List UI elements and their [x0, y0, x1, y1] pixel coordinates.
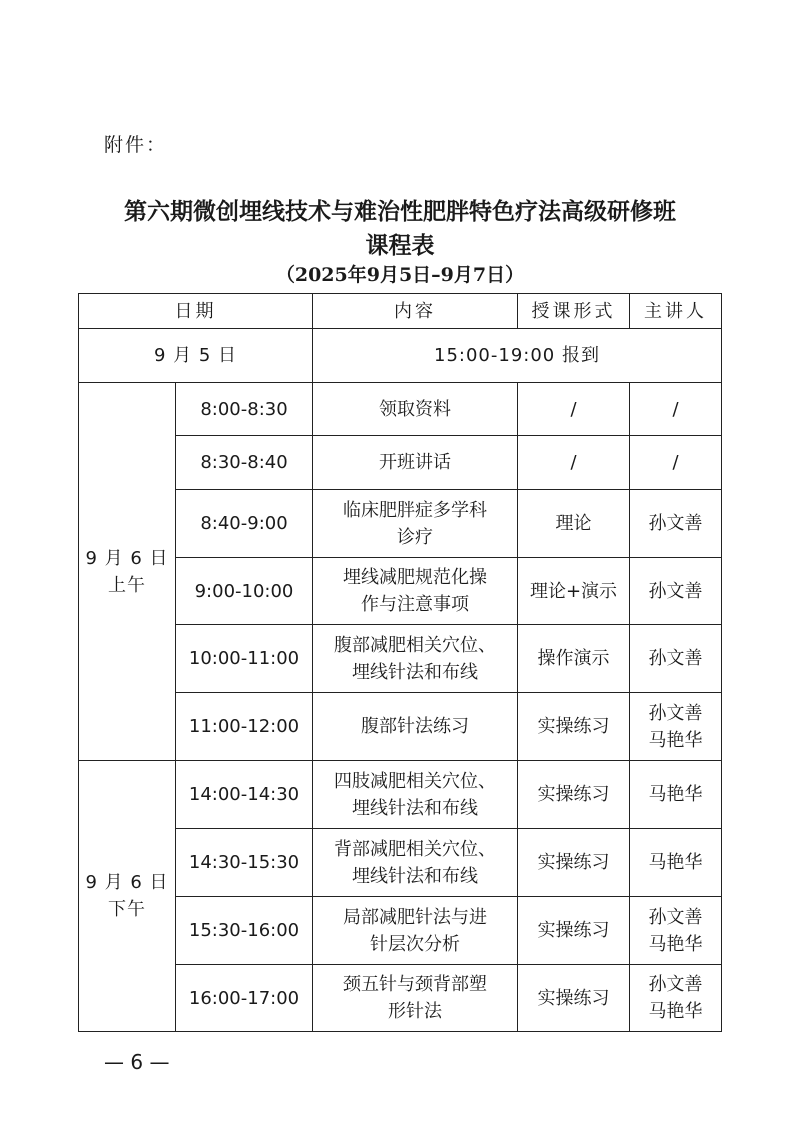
table-row	[79, 383, 722, 436]
time-cell: 8:30-8:40	[176, 436, 313, 490]
lecturer-cell: 孙文善	[630, 490, 722, 558]
content-cell: 领取资料	[313, 383, 518, 436]
table-row	[79, 965, 722, 1032]
time-cell: 15:30-16:00	[176, 897, 313, 965]
header-lecturer: 主讲人	[630, 294, 722, 329]
table-row	[79, 436, 722, 490]
format-cell: /	[518, 383, 630, 436]
content-cell: 颈五针与颈背部塑 形针法	[313, 965, 518, 1032]
format-cell: /	[518, 436, 630, 490]
attachment-label: 附件：	[104, 134, 168, 156]
format-cell: 实操练习	[518, 761, 630, 829]
table-row	[79, 558, 722, 625]
content-cell: 四肢减肥相关穴位、 埋线针法和布线	[313, 761, 518, 829]
table-row	[79, 829, 722, 897]
lecturer-cell: 马艳华	[630, 761, 722, 829]
content-cell: 开班讲话	[313, 436, 518, 490]
format-cell: 实操练习	[518, 965, 630, 1032]
table-row	[79, 693, 722, 761]
format-cell: 理论	[518, 490, 630, 558]
time-cell: 11:00-12:00	[176, 693, 313, 761]
date-range: （2025年9月5日–9月7日）	[275, 264, 525, 286]
pm-group-cell: 9 月 6 日 下午	[79, 761, 176, 1032]
lecturer-cell: 孙文善 马艳华	[630, 965, 722, 1032]
content-cell: 埋线减肥规范化操 作与注意事项	[313, 558, 518, 625]
format-cell: 实操练习	[518, 693, 630, 761]
time-cell: 8:40-9:00	[176, 490, 313, 558]
content-cell: 临床肥胖症多学科 诊疗	[313, 490, 518, 558]
format-cell: 操作演示	[518, 625, 630, 693]
content-cell: 腹部减肥相关穴位、 埋线针法和布线	[313, 625, 518, 693]
time-cell: 14:00-14:30	[176, 761, 313, 829]
lecturer-cell: /	[630, 436, 722, 490]
header-content: 内容	[313, 294, 518, 329]
time-cell: 9:00-10:00	[176, 558, 313, 625]
lecturer-cell: /	[630, 383, 722, 436]
format-cell: 实操练习	[518, 829, 630, 897]
format-cell: 理论+演示	[518, 558, 630, 625]
lecturer-cell: 孙文善 马艳华	[630, 693, 722, 761]
content-cell: 局部减肥针法与进 针层次分析	[313, 897, 518, 965]
am-group-cell: 9 月 6 日 上午	[79, 383, 176, 761]
lecturer-cell: 孙文善	[630, 558, 722, 625]
format-cell: 实操练习	[518, 897, 630, 965]
schedule-table	[78, 293, 722, 1032]
table-row	[79, 897, 722, 965]
time-cell: 14:30-15:30	[176, 829, 313, 897]
document-title: 第六期微创埋线技术与难治性肥胖特色疗法高级研修班	[124, 198, 676, 225]
day1-date-cell: 9 月 5 日	[79, 329, 313, 383]
table-row	[79, 490, 722, 558]
content-cell: 背部减肥相关穴位、 埋线针法和布线	[313, 829, 518, 897]
page-number: — 6 —	[104, 1050, 170, 1074]
header-date: 日期	[79, 294, 313, 329]
time-cell: 8:00-8:30	[176, 383, 313, 436]
document-subtitle: 课程表	[365, 232, 435, 259]
time-cell: 10:00-11:00	[176, 625, 313, 693]
content-cell: 腹部针法练习	[313, 693, 518, 761]
day1-content-cell: 15:00-19:00 报到	[313, 329, 722, 383]
lecturer-cell: 孙文善	[630, 625, 722, 693]
table-row	[79, 761, 722, 829]
table-row	[79, 625, 722, 693]
table-row	[79, 329, 722, 383]
header-format: 授课形式	[518, 294, 630, 329]
lecturer-cell: 孙文善 马艳华	[630, 897, 722, 965]
lecturer-cell: 马艳华	[630, 829, 722, 897]
table-header-row	[79, 294, 722, 329]
time-cell: 16:00-17:00	[176, 965, 313, 1032]
